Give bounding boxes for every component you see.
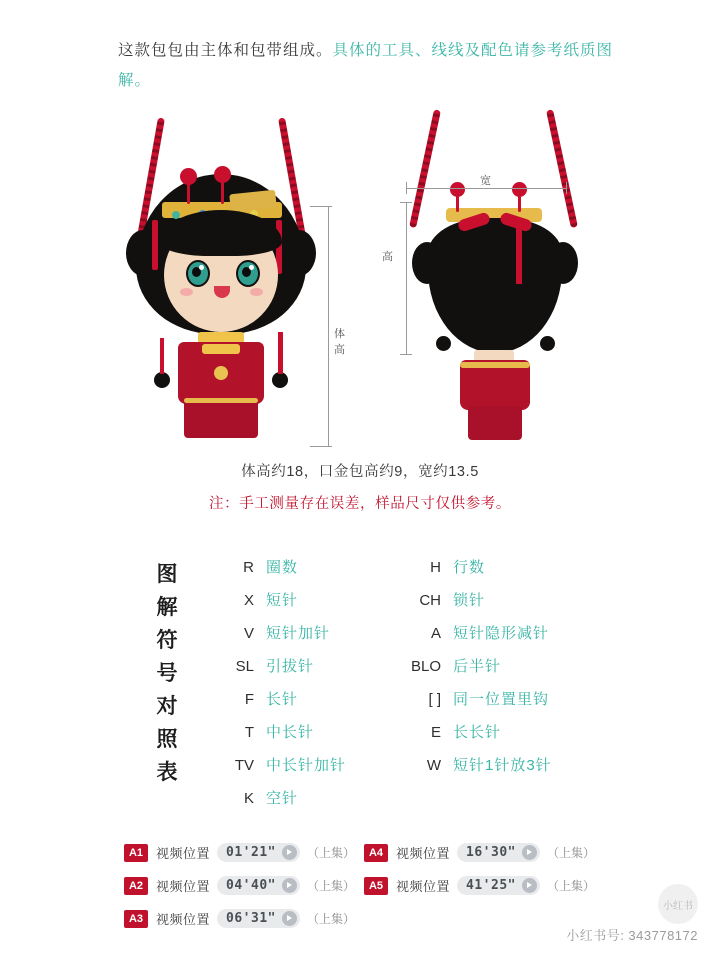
video-episode: （上集） — [306, 879, 355, 893]
hair-loop-right — [282, 230, 316, 276]
front-height-guide-line — [328, 206, 329, 446]
intro-paragraph — [118, 36, 618, 96]
symbol-abbr: T — [244, 724, 254, 741]
waist-band — [184, 398, 258, 403]
symbol-desc: 锁针 — [453, 592, 486, 609]
symbol-abbr: E — [430, 724, 441, 741]
video-label: 视频位置 — [156, 846, 211, 861]
video-row — [124, 871, 604, 900]
video-label: 视频位置 — [396, 846, 451, 861]
strap-right-back — [546, 109, 578, 228]
video-label: 视频位置 — [396, 879, 451, 894]
video-time-pill[interactable] — [457, 843, 540, 862]
video-label: 视频位置 — [156, 879, 211, 894]
video-time: 06'31" — [226, 911, 276, 926]
play-icon[interactable] — [522, 878, 537, 893]
arm-ball-left-back — [436, 336, 451, 351]
front-height-label: 体高 — [334, 328, 346, 356]
symbol-row — [208, 754, 398, 787]
video-tag: A5 — [364, 877, 388, 895]
eye-right — [236, 260, 260, 287]
symbol-abbr: F — [244, 691, 254, 708]
bag-loop-right — [548, 242, 578, 284]
symbol-table-title: 图解符号对照表 — [156, 563, 178, 784]
symbol-desc: 同一位置里钩 — [453, 691, 550, 708]
arm-ball-left — [154, 372, 170, 388]
play-icon[interactable] — [282, 911, 297, 926]
collar-gold — [202, 344, 240, 354]
symbol-row — [395, 655, 610, 688]
symbol-desc: 短针1针放3针 — [453, 757, 552, 774]
back-height-guide-top — [400, 202, 412, 203]
symbol-column-right — [395, 556, 610, 787]
back-width-guide-line — [406, 188, 566, 189]
video-time: 04'40" — [226, 878, 276, 893]
bow-tail — [516, 228, 522, 284]
chest-emblem — [214, 366, 228, 380]
symbol-row — [208, 622, 398, 655]
symbol-desc: 中长针加针 — [266, 757, 347, 774]
cheek-left — [180, 288, 193, 296]
symbol-row — [395, 622, 610, 655]
video-time: 16'30" — [466, 845, 516, 860]
watermark-text: 小红书号: 343778172 — [566, 928, 698, 943]
symbol-row — [208, 721, 398, 754]
symbol-desc: 后半针 — [453, 658, 502, 675]
symbol-desc: 引拔针 — [266, 658, 315, 675]
cheek-right — [250, 288, 263, 296]
symbol-abbr: W — [426, 757, 441, 774]
video-time-pill[interactable] — [217, 843, 300, 862]
strap-left-back — [409, 109, 441, 228]
symbol-desc: 长针 — [266, 691, 299, 708]
video-entry-a5[interactable] — [364, 876, 604, 895]
video-entry-a1[interactable] — [124, 843, 364, 862]
video-entry-a3[interactable] — [124, 909, 364, 928]
ribbon-left — [160, 338, 164, 374]
symbol-row — [208, 787, 398, 820]
symbol-row — [395, 556, 610, 589]
illustration-area — [0, 100, 720, 440]
back-height-guide-line — [406, 202, 407, 354]
video-tag: A1 — [124, 844, 148, 862]
ribbon-right — [278, 332, 283, 374]
bag-loop-left — [412, 242, 442, 284]
headdress-stem-left — [187, 184, 190, 204]
back-height-label: 高 — [382, 251, 394, 263]
tassel-left — [152, 220, 158, 270]
play-icon[interactable] — [282, 845, 297, 860]
symbol-desc: 圈数 — [266, 559, 299, 576]
video-time-pill[interactable] — [217, 909, 300, 928]
symbol-abbr: H — [430, 559, 441, 576]
symbol-desc: 中长针 — [266, 724, 315, 741]
doll-back-view — [382, 110, 620, 440]
video-positions — [124, 838, 604, 937]
back-width-label: 宽 — [480, 175, 492, 187]
symbol-abbr: TV — [234, 757, 254, 774]
video-time: 01'21" — [226, 845, 276, 860]
headdress-stem-right — [221, 182, 224, 204]
video-episode: （上集） — [306, 912, 355, 926]
symbol-row — [395, 688, 610, 721]
collar-gold-back — [460, 362, 530, 368]
intro-teal-text: 具体的工具、线线及配色请参考纸质图解。 — [118, 42, 614, 89]
clasp-stem-right — [518, 194, 521, 212]
symbol-abbr: K — [243, 790, 254, 807]
headdress-ball-left — [180, 168, 197, 185]
size-note: 注：手工测量存在误差，样品尺寸仅供参考。 — [209, 496, 511, 512]
video-row — [124, 904, 604, 933]
symbol-row — [208, 556, 398, 589]
symbol-desc: 空针 — [266, 790, 299, 807]
bag-body-back — [428, 218, 562, 353]
symbol-desc: 短针加针 — [266, 625, 331, 642]
video-time-pill[interactable] — [217, 876, 300, 895]
video-tag: A4 — [364, 844, 388, 862]
back-width-guide-right — [566, 182, 567, 194]
headdress-ball-right — [214, 166, 231, 183]
arm-ball-right-back — [540, 336, 555, 351]
video-time-pill[interactable] — [457, 876, 540, 895]
video-episode: （上集） — [306, 846, 355, 860]
video-tag: A3 — [124, 910, 148, 928]
video-episode: （上集） — [546, 879, 595, 893]
skirt-back — [468, 406, 522, 440]
video-label: 视频位置 — [156, 912, 211, 927]
symbol-abbr: BLO — [410, 658, 441, 675]
video-entry-a2[interactable] — [124, 876, 364, 895]
symbol-abbr: V — [243, 625, 254, 642]
watermark-badge: 小红书 — [658, 884, 698, 924]
symbol-abbr: A — [430, 625, 441, 642]
symbol-desc: 长长针 — [453, 724, 502, 741]
intro-dark-text: 这款包包由主体和包带组成。 — [118, 42, 333, 59]
play-icon[interactable] — [282, 878, 297, 893]
symbol-row — [395, 721, 610, 754]
symbol-desc: 行数 — [453, 559, 486, 576]
size-measurements: 体高约18，口金包高约9，宽约13.5 — [241, 464, 479, 480]
back-width-guide-left — [406, 182, 407, 194]
symbol-abbr: CH — [419, 592, 441, 609]
symbol-abbr: X — [243, 592, 254, 609]
back-height-guide-bottom — [400, 354, 412, 355]
symbol-row — [208, 688, 398, 721]
video-episode: （上集） — [546, 846, 595, 860]
symbol-desc: 短针 — [266, 592, 299, 609]
symbol-abbr: [ ] — [428, 691, 441, 708]
video-row — [124, 838, 604, 867]
video-time: 41'25" — [466, 878, 516, 893]
arm-ball-right — [272, 372, 288, 388]
front-height-guide-bottom — [310, 446, 332, 447]
symbol-row — [395, 589, 610, 622]
symbol-row — [208, 655, 398, 688]
symbol-table — [150, 548, 610, 818]
clasp-stem-left — [456, 194, 459, 212]
symbol-row — [395, 754, 610, 787]
symbol-row — [208, 589, 398, 622]
symbol-abbr: R — [243, 559, 254, 576]
eye-left — [186, 260, 210, 287]
symbol-abbr: SL — [235, 658, 254, 675]
symbol-column-left — [208, 556, 398, 820]
doll-front-view — [110, 110, 350, 440]
play-icon[interactable] — [522, 845, 537, 860]
video-tag: A2 — [124, 877, 148, 895]
front-height-guide-top — [310, 206, 332, 207]
video-entry-a4[interactable] — [364, 843, 604, 862]
skirt — [184, 400, 258, 438]
symbol-desc: 短针隐形减针 — [453, 625, 550, 642]
